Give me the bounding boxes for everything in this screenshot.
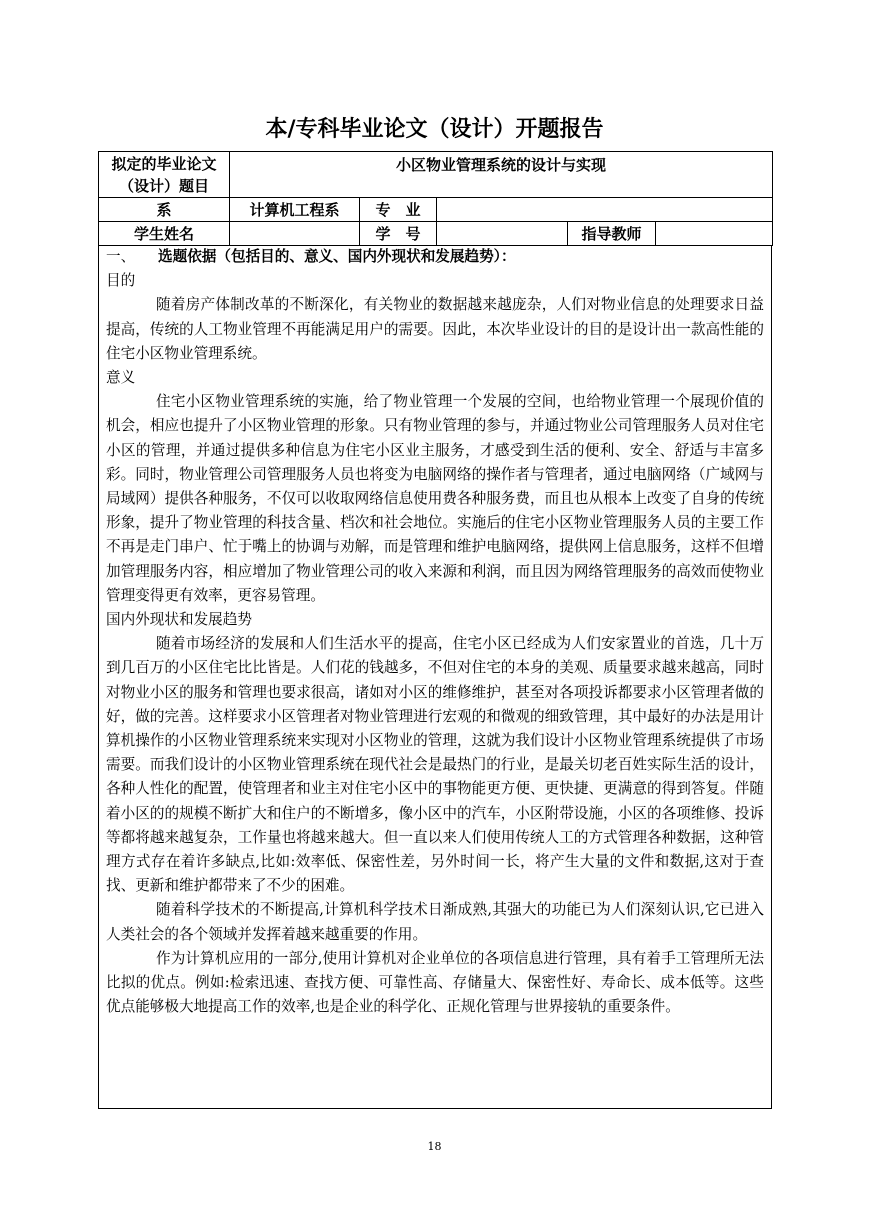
status-paragraph-1: 随着市场经济的发展和人们生活水平的提高，住宅小区已经成为人们安家置业的首选，几十万到几百万的小区住宅比比皆是。人们花的钱越多，不但对住宅的本身的美观、质量要求越来越高，同时对物业小区的服务和管理也要求很高，诸如对小区的维修维护，甚至对各项投诉都要求小区管理者做的好，做的完善。这样要求小区管理者对物业管理进行宏观的和微观的细致管理，其中最好的办法是用计算机操作的小区物业管理系统来实现对小区物业的管理，这就为我们设计小区物业管理系统提供了市场需要。而我们设计的小区物业管理系统在现代社会是最热门的行业，是最关切老百姓实际生活的设计，各种人性化的配置，使管理者和业主对住宅小区中的事物能更方便、更快捷、更满意的得到答复。伴随着小区的的规模不断扩大和住户的不断增多，像小区中的汽车，小区附带设施，小区的各项维修、投诉等都将越来越复杂，工作量也将越来越大。但一直以来人们使用传统人工的方式管理各种数据，这种管理方式存在着许多缺点,比如:效率低、保密性差，另外时间一长，将产生大量的文件和数据,这对于查找、更新和维护都带来了不少的困难。 bbox=[106, 635, 764, 895]
section-number: 一、 bbox=[106, 248, 136, 265]
purpose-label: 目的 bbox=[106, 272, 136, 290]
meaning-paragraph: 住宅小区物业管理系统的实施，给了物业管理一个发展的空间，也给物业管理一个展现价值的机会，相应也提升了小区物业管理的形象。只有物业管理的参与，并通过物业公司管理服务人员对住宅小区的管理，并通过提供多种信息为住宅小区业主服务，才感受到生活的便利、安全、舒适与丰富多彩。同时，物业管理公司管理服务人员也将变为电脑网络的操作者与管理者，通过电脑网络（广域网与局域网）提供各种服务，不仅可以收取网络信息使用费各种服务费，而且也从根本上改变了自身的传统形象，提升了物业管理的科技含量、档次和社会地位。实施后的住宅小区物业管理服务人员的主要工作不再是走门串户、忙于嘴上的协调与劝解，而是管理和维护电脑网络，提供网上信息服务，这样不但增加管理服务内容，相应增加了物业管理公司的收入来源和利润，而且因为网络管理服务的高效而使物业管理变得更有效率，更容易管理。 bbox=[106, 393, 764, 604]
dept-value: 计算机工程系 bbox=[230, 198, 360, 222]
advisor-label: 指导教师 bbox=[568, 222, 656, 246]
document-title: 本/专科毕业论文（设计）开题报告 bbox=[265, 117, 604, 142]
topic-value: 小区物业管理系统的设计与实现 bbox=[230, 152, 773, 198]
section-heading bbox=[106, 245, 764, 269]
status-label: 国内外现状和发展趋势 bbox=[106, 611, 252, 629]
major-label: 专 业 bbox=[360, 198, 437, 222]
dept-label: 系 bbox=[99, 198, 230, 222]
info-table bbox=[98, 151, 773, 246]
purpose-paragraph: 随着房产体制改革的不断深化，有关物业的数据越来越庞杂，人们对物业信息的处理要求日益提高，传统的人工物业管理不再能满足用户的需要。因此，本次毕业设计的目的是设计出一款高性能的住宅小区物业管理系统。 bbox=[106, 296, 764, 362]
major-value bbox=[437, 198, 773, 222]
student-id-label: 学 号 bbox=[360, 222, 437, 246]
meaning-label: 意义 bbox=[106, 369, 136, 387]
student-id-value bbox=[437, 222, 568, 246]
page-number: 18 bbox=[427, 1140, 442, 1153]
student-name-value bbox=[230, 222, 360, 246]
advisor-value bbox=[656, 222, 773, 246]
section-content bbox=[106, 245, 764, 1020]
student-name-label: 学生姓名 bbox=[99, 222, 230, 246]
status-paragraph-2: 随着科学技术的不断提高,计算机科学技术日渐成熟,其强大的功能已为人们深刻认识,它已进入人类社会的各个领域并发挥着越来越重要的作用。 bbox=[106, 901, 764, 943]
status-paragraph-3: 作为计算机应用的一部分,使用计算机对企业单位的各项信息进行管理，具有着手工管理所无法比拟的优点。例如:检索迅速、查找方便、可靠性高、存储量大、保密性好、寿命长、成本低等。这些优点能够极大地提高工作的效率,也是企业的科学化、正规化管理与世界接轨的重要条件。 bbox=[106, 949, 764, 1016]
section-heading-text: 选题依据（包括目的、意义、国内外现状和发展趋势）： bbox=[158, 248, 516, 265]
topic-label: 拟定的毕业论文（设计）题目 bbox=[99, 152, 230, 198]
